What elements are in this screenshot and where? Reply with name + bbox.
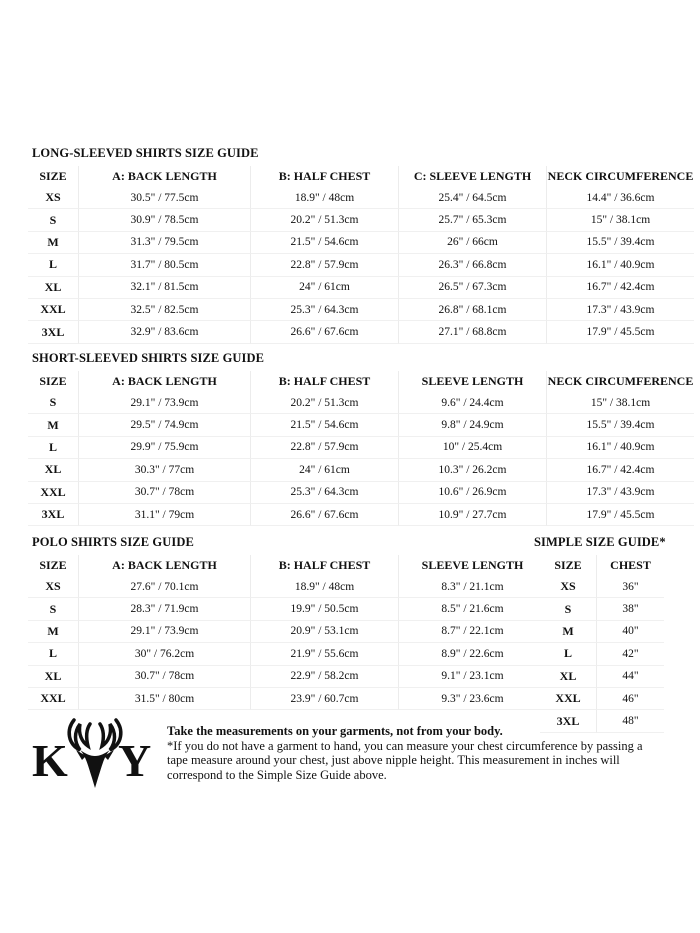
column-header: SIZE — [39, 169, 67, 183]
measurement-cell: 26.8" / 68.1cm — [398, 299, 546, 321]
measurement-cell: 9.1" / 23.1cm — [398, 666, 546, 688]
table-row — [540, 643, 664, 665]
measurement-cell: 10.3" / 26.2cm — [398, 459, 546, 481]
table-row — [28, 209, 694, 231]
measurement-cell: 30" / 76.2cm — [78, 643, 250, 665]
measurement-cell: 38" — [596, 598, 664, 620]
column-header: A: BACK LENGTH — [78, 166, 250, 187]
size-cell: 3XL — [28, 321, 78, 343]
measurement-cell: 8.3" / 21.1cm — [398, 576, 546, 598]
table-row — [28, 504, 694, 526]
table-row — [540, 621, 664, 643]
measurement-cell: 29.1" / 73.9cm — [78, 392, 250, 414]
measurement-cell: 28.3" / 71.9cm — [78, 598, 250, 620]
measurement-cell: 44" — [596, 666, 664, 688]
size-cell: L — [540, 643, 596, 665]
measurement-cell: 32.9" / 83.6cm — [78, 321, 250, 343]
measurement-cell: 15" / 38.1cm — [546, 392, 694, 414]
measurement-cell: 18.9" / 48cm — [250, 576, 398, 598]
size-cell: M — [28, 414, 78, 436]
size-cell: XXL — [28, 299, 78, 321]
table-row — [28, 598, 546, 620]
measurement-cell: 21.9" / 55.6cm — [250, 643, 398, 665]
table-row — [28, 414, 694, 436]
header-row — [28, 166, 694, 187]
measurement-cell: 16.1" / 40.9cm — [546, 254, 694, 276]
short-sleeved-title: SHORT-SLEEVED SHIRTS SIZE GUIDE — [32, 351, 265, 365]
column-header: SIZE — [554, 558, 582, 572]
measurement-cell: 8.7" / 22.1cm — [398, 621, 546, 643]
measurement-cell: 17.3" / 43.9cm — [546, 299, 694, 321]
polo-size-table — [28, 555, 546, 710]
measurement-cell: 42" — [596, 643, 664, 665]
measurement-cell: 14.4" / 36.6cm — [546, 187, 694, 209]
table-row — [540, 666, 664, 688]
column-header: SLEEVE LENGTH — [398, 371, 546, 392]
measurement-cell: 15.5" / 39.4cm — [546, 414, 694, 436]
measurement-cell: 30.9" / 78.5cm — [78, 209, 250, 231]
table-row — [28, 482, 694, 504]
header-row — [28, 555, 546, 576]
measurement-cell: 31.5" / 80cm — [78, 688, 250, 710]
measurement-cell: 24" / 61cm — [250, 459, 398, 481]
column-header: SIZE — [39, 558, 67, 572]
table-row — [28, 392, 694, 414]
measurement-cell: 30.3" / 77cm — [78, 459, 250, 481]
logo-letter-k: K — [32, 735, 68, 786]
column-header: SLEEVE LENGTH — [398, 555, 546, 576]
measurement-cell: 29.5" / 74.9cm — [78, 414, 250, 436]
measurement-cell: 29.1" / 73.9cm — [78, 621, 250, 643]
size-cell: S — [28, 598, 78, 620]
measurement-cell: 15.5" / 39.4cm — [546, 232, 694, 254]
measurement-cell: 10" / 25.4cm — [398, 437, 546, 459]
table-row — [28, 254, 694, 276]
measurement-cell: 10.6" / 26.9cm — [398, 482, 546, 504]
table-row — [540, 598, 664, 620]
measurement-cell: 9.3" / 23.6cm — [398, 688, 546, 710]
measurement-cell: 26.6" / 67.6cm — [250, 321, 398, 343]
measurement-cell: 18.9" / 48cm — [250, 187, 398, 209]
table-row — [28, 232, 694, 254]
measurement-cell: 24" / 61cm — [250, 277, 398, 299]
header-row — [540, 555, 664, 576]
koy-logo — [30, 716, 155, 796]
measurement-cell: 46" — [596, 688, 664, 710]
size-cell: S — [28, 209, 78, 231]
size-cell: XL — [28, 666, 78, 688]
measurement-cell: 16.1" / 40.9cm — [546, 437, 694, 459]
measurement-cell: 27.6" / 70.1cm — [78, 576, 250, 598]
table-row — [28, 277, 694, 299]
measurement-cell: 9.6" / 24.4cm — [398, 392, 546, 414]
table-row — [28, 666, 546, 688]
table-row — [28, 621, 546, 643]
table-row — [540, 576, 664, 598]
measurement-cell: 17.3" / 43.9cm — [546, 482, 694, 504]
table-row — [28, 643, 546, 665]
simple-size-table — [540, 555, 664, 733]
measurement-cell: 21.5" / 54.6cm — [250, 414, 398, 436]
measurement-cell: 31.3" / 79.5cm — [78, 232, 250, 254]
measurement-cell: 8.9" / 22.6cm — [398, 643, 546, 665]
size-cell: M — [28, 232, 78, 254]
notes-headline: Take the measurements on your garments, not from your body. — [167, 724, 503, 738]
size-cell: XL — [28, 277, 78, 299]
measurement-cell: 17.9" / 45.5cm — [546, 504, 694, 526]
measurement-cell: 16.7" / 42.4cm — [546, 277, 694, 299]
column-header: B: HALF CHEST — [250, 555, 398, 576]
short-sleeved-size-table — [28, 371, 694, 526]
measurement-cell: 8.5" / 21.6cm — [398, 598, 546, 620]
measurement-cell: 20.2" / 51.3cm — [250, 209, 398, 231]
measurement-cell: 25.4" / 64.5cm — [398, 187, 546, 209]
column-header: C: SLEEVE LENGTH — [398, 166, 546, 187]
column-header: NECK CIRCUMFERENCE — [546, 166, 694, 187]
measurement-cell: 22.9" / 58.2cm — [250, 666, 398, 688]
table-row — [28, 437, 694, 459]
measurement-cell: 10.9" / 27.7cm — [398, 504, 546, 526]
size-cell: XXL — [28, 482, 78, 504]
measurement-cell: 9.8" / 24.9cm — [398, 414, 546, 436]
column-header: B: HALF CHEST — [250, 371, 398, 392]
measurement-cell: 25.3" / 64.3cm — [250, 482, 398, 504]
measurement-cell: 25.7" / 65.3cm — [398, 209, 546, 231]
table-row — [28, 321, 694, 343]
column-header: CHEST — [596, 555, 664, 576]
measurement-cell: 30.7" / 78cm — [78, 666, 250, 688]
measurement-cell: 22.8" / 57.9cm — [250, 437, 398, 459]
column-header: A: BACK LENGTH — [78, 371, 250, 392]
size-cell: S — [540, 598, 596, 620]
measurement-cell: 16.7" / 42.4cm — [546, 459, 694, 481]
size-cell: M — [540, 621, 596, 643]
size-cell: XS — [540, 576, 596, 598]
measurement-cell: 36" — [596, 576, 664, 598]
measurement-cell: 27.1" / 68.8cm — [398, 321, 546, 343]
size-cell: M — [28, 621, 78, 643]
table-row — [28, 299, 694, 321]
size-cell: XL — [540, 666, 596, 688]
column-header: NECK CIRCUMFERENCE — [546, 371, 694, 392]
measurement-cell: 25.3" / 64.3cm — [250, 299, 398, 321]
size-cell: XXL — [540, 688, 596, 710]
size-cell: XL — [28, 459, 78, 481]
table-row — [540, 688, 664, 710]
table-row — [28, 459, 694, 481]
notes-body: *If you do not have a garment to hand, you can measure your chest circumference by passing a tape measure around your chest, just above nipple height. This measurement in inches will correspond to the Simple Size Guide above. — [167, 738, 643, 782]
measurement-cell: 20.9" / 53.1cm — [250, 621, 398, 643]
measurement-cell: 26.3" / 66.8cm — [398, 254, 546, 276]
logo-letter-y: Y — [118, 735, 152, 786]
size-cell: 3XL — [540, 710, 596, 732]
measurement-cell: 21.5" / 54.6cm — [250, 232, 398, 254]
measurement-cell: 23.9" / 60.7cm — [250, 688, 398, 710]
measurement-cell: 48" — [596, 710, 664, 732]
size-cell: L — [28, 437, 78, 459]
measurement-cell: 26.6" / 67.6cm — [250, 504, 398, 526]
size-cell: 3XL — [28, 504, 78, 526]
column-header: B: HALF CHEST — [250, 166, 398, 187]
header-row — [28, 371, 694, 392]
deer-head-icon — [69, 720, 121, 788]
measurement-cell: 26.5" / 67.3cm — [398, 277, 546, 299]
table-row — [28, 187, 694, 209]
simple-title: SIMPLE SIZE GUIDE* — [534, 535, 666, 549]
measurement-cell: 22.8" / 57.9cm — [250, 254, 398, 276]
table-row — [28, 576, 546, 598]
measurement-cell: 30.7" / 78cm — [78, 482, 250, 504]
size-cell: L — [28, 254, 78, 276]
measurement-cell: 20.2" / 51.3cm — [250, 392, 398, 414]
size-cell: S — [28, 392, 78, 414]
size-cell: XS — [28, 576, 78, 598]
measurement-cell: 31.7" / 80.5cm — [78, 254, 250, 276]
size-cell: L — [28, 643, 78, 665]
measurement-notes — [167, 724, 647, 782]
measurement-cell: 30.5" / 77.5cm — [78, 187, 250, 209]
measurement-cell: 40" — [596, 621, 664, 643]
measurement-cell: 15" / 38.1cm — [546, 209, 694, 231]
size-cell: XS — [28, 187, 78, 209]
column-header: A: BACK LENGTH — [78, 555, 250, 576]
measurement-cell: 26" / 66cm — [398, 232, 546, 254]
measurement-cell: 32.1" / 81.5cm — [78, 277, 250, 299]
measurement-cell: 29.9" / 75.9cm — [78, 437, 250, 459]
long-sleeved-size-table — [28, 166, 694, 344]
measurement-cell: 19.9" / 50.5cm — [250, 598, 398, 620]
long-sleeved-title: LONG-SLEEVED SHIRTS SIZE GUIDE — [32, 146, 259, 160]
measurement-cell: 32.5" / 82.5cm — [78, 299, 250, 321]
size-cell: XXL — [28, 688, 78, 710]
table-row — [28, 688, 546, 710]
column-header: SIZE — [39, 374, 67, 388]
measurement-cell: 17.9" / 45.5cm — [546, 321, 694, 343]
polo-title: POLO SHIRTS SIZE GUIDE — [32, 535, 194, 549]
measurement-cell: 31.1" / 79cm — [78, 504, 250, 526]
